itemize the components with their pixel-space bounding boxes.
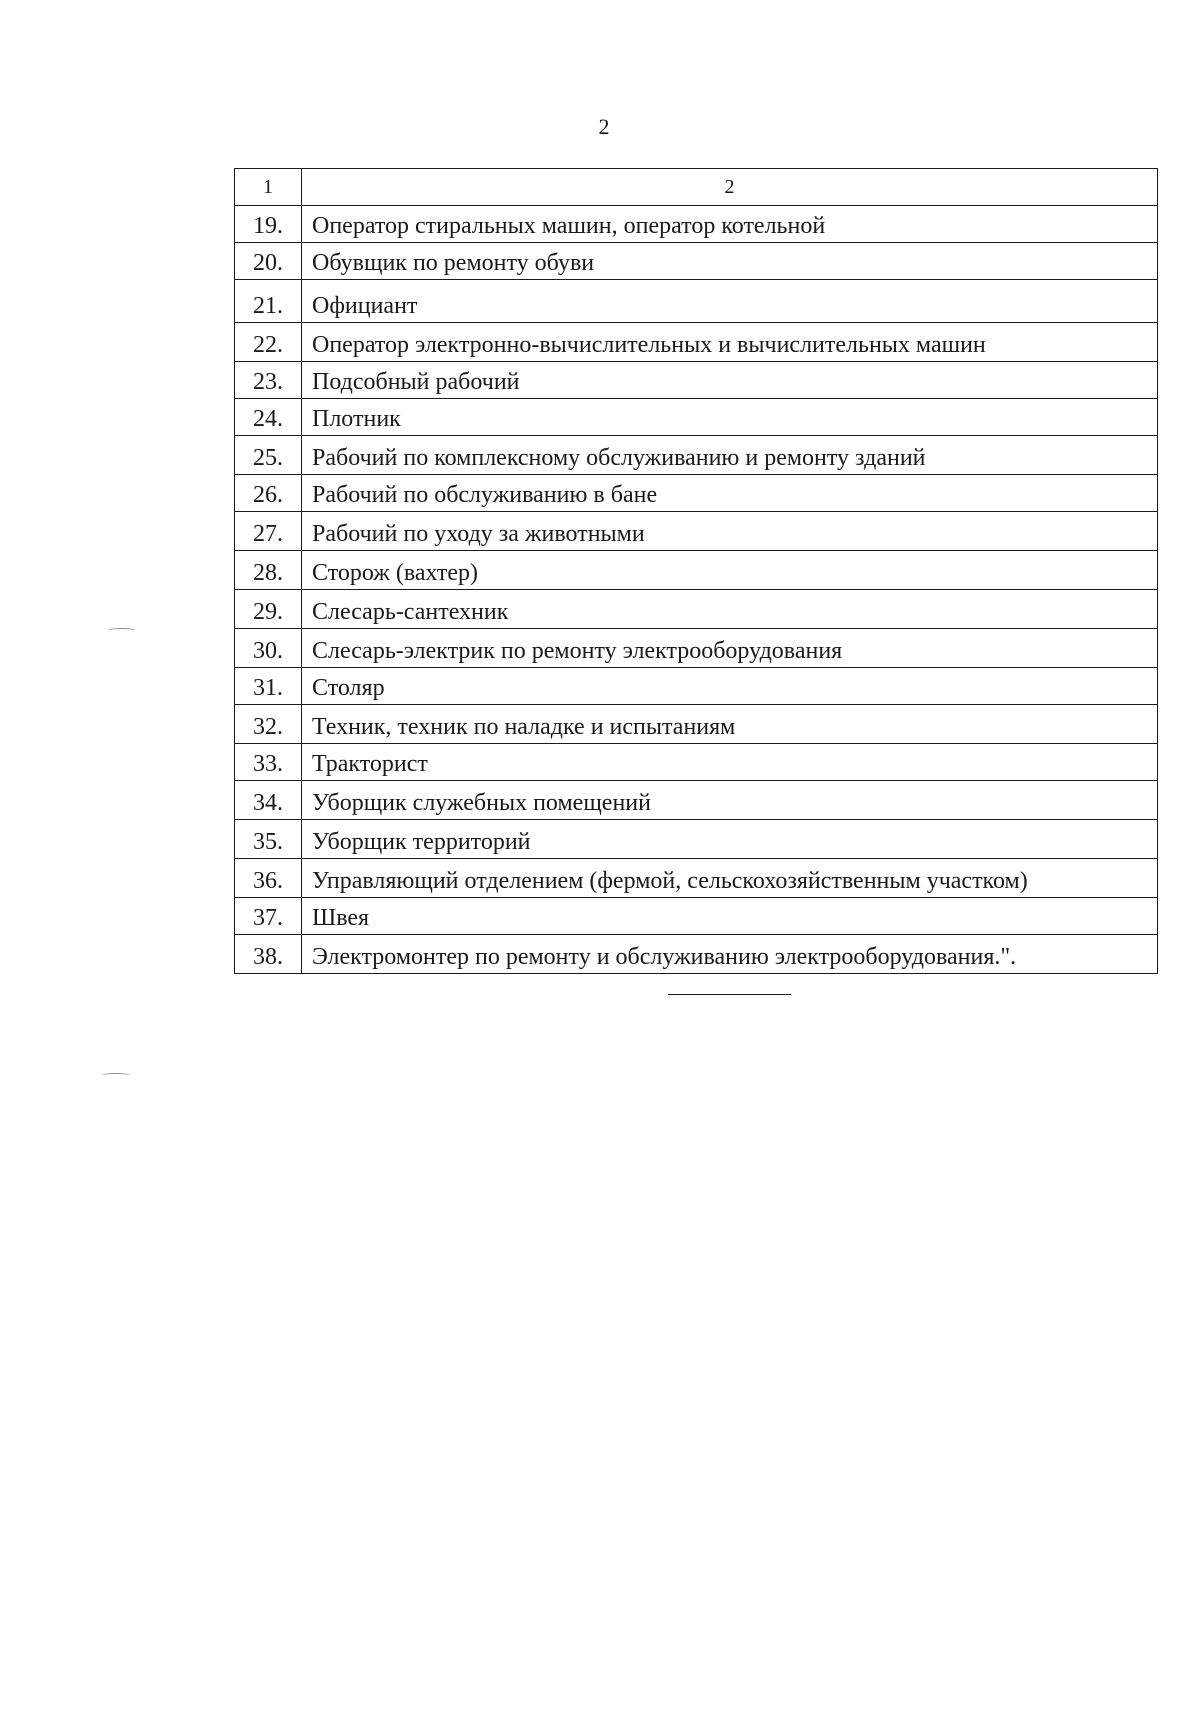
row-number: 32.	[235, 705, 302, 744]
table-header-row	[235, 169, 1158, 206]
profession-name: Оператор стиральных машин, оператор котельной	[302, 206, 1158, 243]
row-number: 34.	[235, 781, 302, 820]
professions-table	[234, 168, 1158, 974]
profession-name: Швея	[302, 898, 1158, 935]
row-number: 28.	[235, 551, 302, 590]
row-number: 27.	[235, 512, 302, 551]
table-row	[235, 323, 1158, 362]
table-row	[235, 551, 1158, 590]
end-of-document-rule	[668, 994, 791, 995]
table-row	[235, 243, 1158, 280]
profession-name: Электромонтер по ремонту и обслуживанию электрооборудования.".	[302, 935, 1158, 974]
row-number: 33.	[235, 744, 302, 781]
row-number: 38.	[235, 935, 302, 974]
scan-speck	[108, 628, 136, 633]
professions-table-container	[234, 168, 1157, 974]
table-row	[235, 705, 1158, 744]
profession-name: Рабочий по комплексному обслуживанию и ремонту зданий	[302, 436, 1158, 475]
profession-name: Официант	[302, 280, 1158, 323]
table-row	[235, 512, 1158, 551]
row-number: 35.	[235, 820, 302, 859]
profession-name: Оператор электронно-вычислительных и вычислительных машин	[302, 323, 1158, 362]
row-number: 23.	[235, 362, 302, 399]
column-header-name: 2	[302, 169, 1158, 206]
table-row	[235, 590, 1158, 629]
row-number: 30.	[235, 629, 302, 668]
profession-name: Уборщик территорий	[302, 820, 1158, 859]
profession-name: Уборщик служебных помещений	[302, 781, 1158, 820]
table-row	[235, 820, 1158, 859]
profession-name: Столяр	[302, 668, 1158, 705]
profession-name: Управляющий отделением (фермой, сельскохозяйственным участком)	[302, 859, 1158, 898]
row-number: 22.	[235, 323, 302, 362]
table-row	[235, 898, 1158, 935]
row-number: 36.	[235, 859, 302, 898]
table-row	[235, 859, 1158, 898]
table-row	[235, 399, 1158, 436]
table-row	[235, 668, 1158, 705]
row-number: 19.	[235, 206, 302, 243]
profession-name: Слесарь-сантехник	[302, 590, 1158, 629]
profession-name: Рабочий по обслуживанию в бане	[302, 475, 1158, 512]
table-row	[235, 781, 1158, 820]
profession-name: Плотник	[302, 399, 1158, 436]
table-row	[235, 629, 1158, 668]
row-number: 20.	[235, 243, 302, 280]
row-number: 21.	[235, 280, 302, 323]
column-header-number: 1	[235, 169, 302, 206]
table-row	[235, 935, 1158, 974]
row-number: 25.	[235, 436, 302, 475]
row-number: 31.	[235, 668, 302, 705]
scan-speck	[102, 1073, 130, 1078]
profession-name: Обувщик по ремонту обуви	[302, 243, 1158, 280]
row-number: 29.	[235, 590, 302, 629]
row-number: 37.	[235, 898, 302, 935]
table-row	[235, 475, 1158, 512]
table-row	[235, 362, 1158, 399]
table-row	[235, 436, 1158, 475]
profession-name: Техник, техник по наладке и испытаниям	[302, 705, 1158, 744]
profession-name: Тракторист	[302, 744, 1158, 781]
profession-name: Сторож (вахтер)	[302, 551, 1158, 590]
table-row	[235, 280, 1158, 323]
row-number: 24.	[235, 399, 302, 436]
table-row	[235, 744, 1158, 781]
profession-name: Слесарь-электрик по ремонту электрооборудования	[302, 629, 1158, 668]
page-number: 2	[598, 114, 610, 139]
profession-name: Рабочий по уходу за животными	[302, 512, 1158, 551]
table-row	[235, 206, 1158, 243]
row-number: 26.	[235, 475, 302, 512]
profession-name: Подсобный рабочий	[302, 362, 1158, 399]
